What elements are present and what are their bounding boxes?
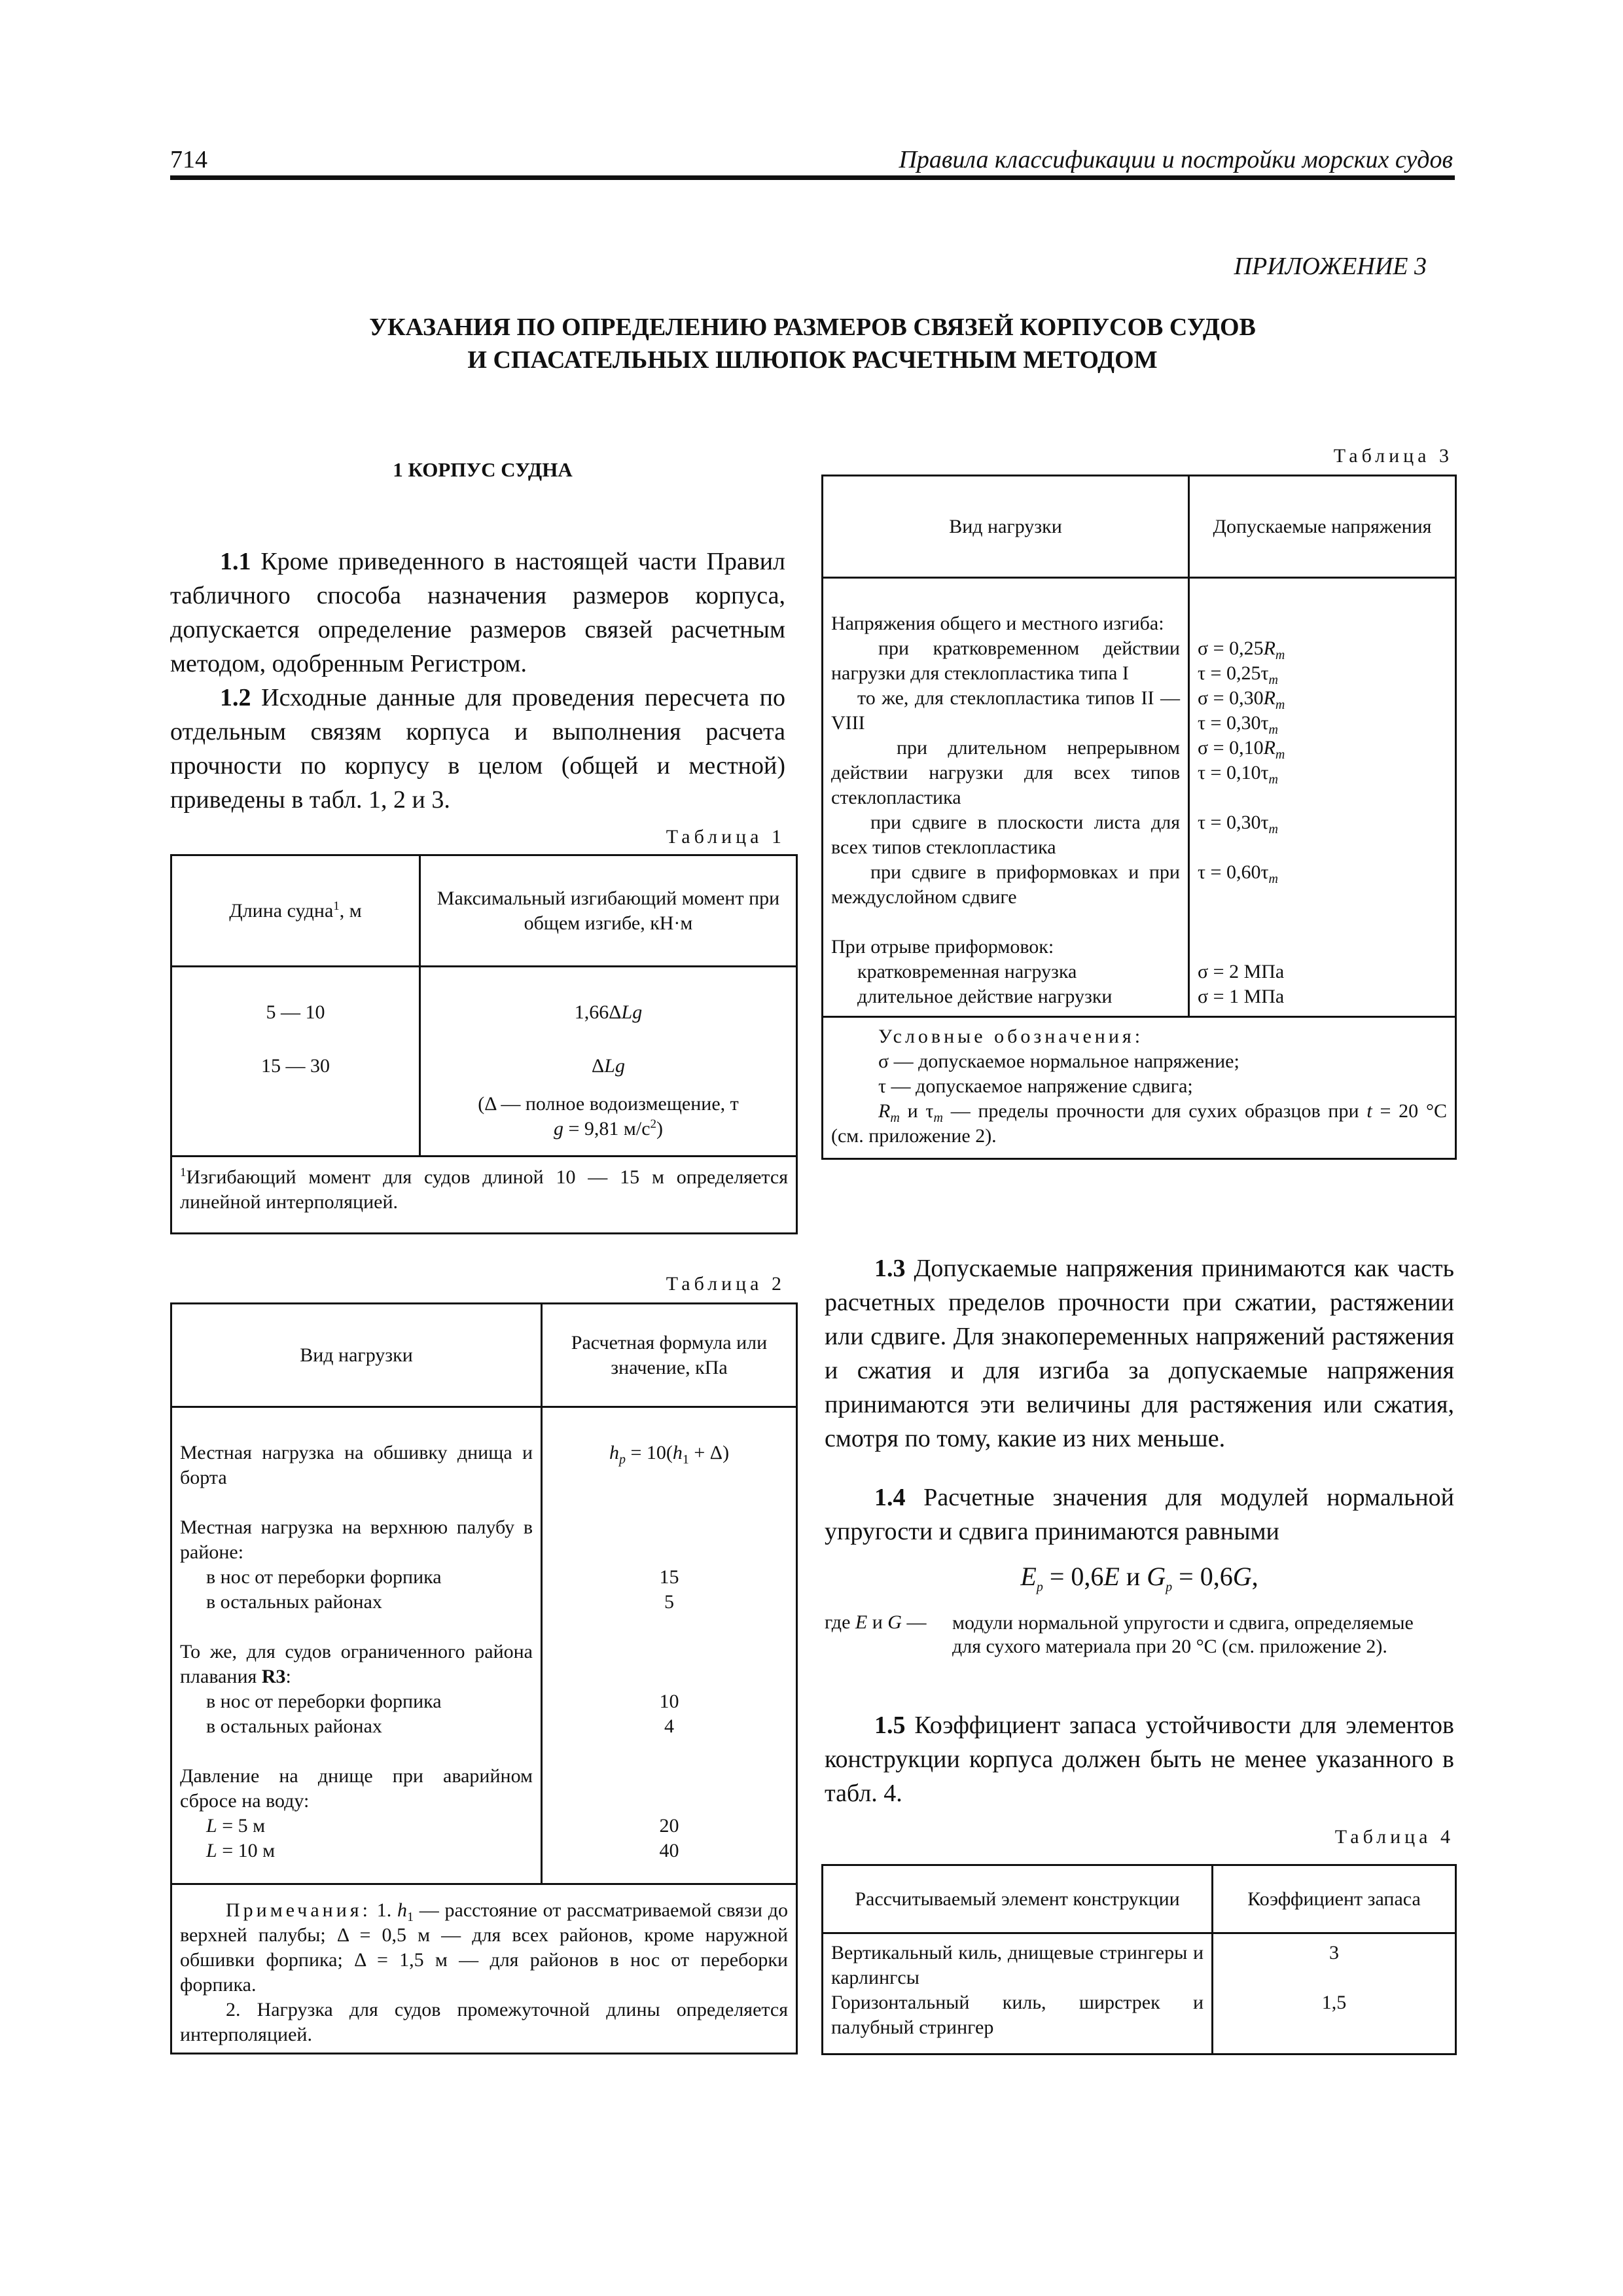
table-3-value: σ = 2 МПа (1198, 961, 1285, 982)
table-3-legend (823, 1017, 1456, 1159)
table-3-tear: При отрыве приформовок: (831, 936, 1054, 958)
table-3-value: $\sigma = 0,30R_m$ (1198, 687, 1285, 712)
table-3-case-3: при длительном непрерывном действии нагрузки для всех типов стеклопластика (831, 737, 1180, 808)
document-title-line-1: УКАЗАНИЯ ПО ОПРЕДЕЛЕНИЮ РАЗМЕРОВ СВЯЗЕЙ КОРПУСОВ СУДОВ (369, 314, 1256, 341)
table-1-lengths (171, 967, 420, 1157)
running-title: Правила классификации и постройки морских судов (899, 146, 1453, 173)
table-row-moment: ΔLg (592, 1055, 625, 1077)
formula-where-label: где E и G — (825, 1611, 927, 1633)
table-3-legend-3: $R_m$ и $\tau_m$ — пределы прочности для сухих образцов при t = 20 °C (см. приложение 2). (831, 1100, 1447, 1147)
paragraph-number: 1.3 (874, 1255, 906, 1282)
table-1-header-length: Длина судна$^1$, м (171, 855, 420, 967)
table-3-value: $\tau = 0,60\tau_m$ (1198, 861, 1278, 886)
table-2-header-formula: Расчетная формула или значение, кПа (542, 1304, 797, 1407)
table-4 (821, 1864, 1457, 2055)
paragraph-text: Расчетные значения для модулей нормальной упругости и сдвига принимаются равными (825, 1484, 1454, 1545)
table-row-moment: 1,66ΔLg (574, 1001, 643, 1023)
table-1-note-line-2: g = 9,81 $м/с^2$) (553, 1117, 664, 1139)
formula-where-text: модули нормальной упругости и сдвига, определяемые для сухого материала при 20 °C (см. приложение 2). (952, 1612, 1414, 1657)
table-3-case-2: то же, для стеклопластика типов II — VIII (831, 687, 1180, 734)
table-3 (821, 475, 1457, 1160)
table-2-notes (171, 1884, 797, 2054)
table-3-case-1: при кратковременном действии нагрузки для стеклопластика типа I (831, 637, 1180, 684)
table-2-row-4b: L = 10 м (206, 1840, 276, 1861)
table-3-value: $\sigma = 0,10R_m$ (1198, 737, 1285, 762)
table-3-tear-1: кратковременная нагрузка (857, 961, 1077, 982)
table-1-footnote: $^1$Изгибающий момент для судов длиной 10 — 15 м определяется линейной интерполяцией. (171, 1157, 797, 1234)
table-1-note-line-1: (Δ — полное водоизмещение, т (478, 1093, 739, 1115)
table-2-row-1-label: Местная нагрузка на обшивку днища и борта (180, 1442, 533, 1488)
table-2 (170, 1302, 798, 2054)
paragraph-1-5 (825, 1708, 1454, 1810)
table-3-general: Напряжения общего и местного изгиба: (831, 613, 1164, 634)
paragraph-number: 1.4 (874, 1484, 906, 1511)
table-2-row-4a-value: 20 (659, 1815, 679, 1837)
paragraph-1-1 (170, 545, 785, 681)
table-2-row-2a-value: 15 (659, 1566, 679, 1588)
table-2-row-2b: в остальных районах (206, 1591, 382, 1613)
table-3-legend-label: Условные обозначения: (878, 1026, 1144, 1047)
table-2-row-3b-value: 4 (664, 1715, 674, 1737)
table-4-coefficient-column (1213, 1933, 1456, 2054)
table-2-row-4b-value: 40 (659, 1840, 679, 1861)
table-4-header-coefficient: Коэффициент запаса (1213, 1865, 1456, 1933)
table-row-length: 5 — 10 (266, 1001, 325, 1023)
paragraph-text: Коэффициент запаса устойчивости для элементов конструкции корпуса должен быть не менее указанного в табл. 4. (825, 1712, 1454, 1807)
table-3-case-4: при сдвиге в плоскости листа для всех типов стеклопластика (831, 812, 1180, 858)
table-3-caption: Таблица 3 (1333, 445, 1453, 467)
table-1-moments (420, 967, 797, 1157)
table-row: Вертикальный киль, днищевые стрингеры и карлингсы (831, 1942, 1204, 1988)
paragraph-number: 1.5 (874, 1712, 906, 1739)
table-1 (170, 854, 798, 1234)
table-row: Горизонтальный киль, ширстрек и палубный стрингер (831, 1992, 1204, 2038)
table-2-note-1: Примечания: 1. $h_1$ — расстояние от рассматриваемой связи до верхней палубы; Δ = 0,5 м — для всех районов, кроме наружной обшивки форпика; Δ = 1,5 м — для районов в нос от переборки форпика. (180, 1899, 788, 1996)
paragraph-number: 1.1 (220, 548, 251, 575)
elasticity-formula: $E_p = 0,6E$ и $G_p = 0,6G$, (1020, 1562, 1258, 1594)
table-2-row-3-label: То же, для судов ограниченного района плавания R3: (180, 1641, 533, 1687)
table-row-length: 15 — 30 (261, 1055, 330, 1077)
table-4-caption: Таблица 4 (1334, 1826, 1454, 1848)
table-3-stress-column (1189, 578, 1456, 1017)
table-2-row-4a: L = 5 м (206, 1815, 266, 1837)
table-3-value: $\sigma = 0,25R_m$ (1198, 637, 1285, 662)
table-3-value: $\tau = 0,30\tau_m$ (1198, 712, 1278, 737)
paragraph-text: Допускаемые напряжения принимаются как часть расчетных пределов прочности при сжатии, растяжении или сдвиге. Для знакопеременных напряжений растяжения и сжатия и для изгиба за допускаемые напряжения принимаются эти величины для растяжения или сжатия, смотря по тому, какие из них меньше. (825, 1255, 1454, 1452)
table-2-row-3a-value: 10 (659, 1691, 679, 1712)
table-3-header-load: Вид нагрузки (823, 476, 1189, 578)
table-3-value: $\tau = 0,10\tau_m$ (1198, 762, 1278, 787)
table-3-value: $\tau = 0,30\tau_m$ (1198, 812, 1278, 836)
table-3-legend-1: σ — допускаемое нормальное напряжение; (878, 1050, 1240, 1072)
appendix-label: ПРИЛОЖЕНИЕ 3 (1234, 253, 1427, 280)
table-2-note-2: 2. Нагрузка для судов промежуточной длины определяется интерполяцией. (180, 1999, 788, 2045)
page-number: 714 (170, 146, 207, 173)
table-2-load-column (171, 1407, 542, 1884)
table-3-tear-2: длительное действие нагрузки (857, 986, 1113, 1007)
paragraph-text: Исходные данные для проведения пересчета по отдельным связям корпуса и выполнения расчета прочности по корпусу в целом (общей и местной) приведены в табл. 1, 2 и 3. (170, 684, 785, 814)
table-4-header-element: Рассчитываемый элемент конструкции (823, 1865, 1213, 1933)
paragraph-1-3 (825, 1251, 1454, 1456)
document-title (170, 311, 1455, 376)
table-2-row-2a: в нос от переборки форпика (206, 1566, 442, 1588)
section-heading: 1 КОРПУС СУДНА (393, 458, 573, 481)
table-2-caption: Таблица 2 (666, 1273, 785, 1295)
table-3-case-5: при сдвиге в приформовках и при междуслойном сдвиге (831, 861, 1180, 908)
header-rule (170, 175, 1455, 180)
table-row-value: 3 (1329, 1942, 1339, 1964)
table-3-value: σ = 1 МПа (1198, 986, 1285, 1007)
table-4-element-column (823, 1933, 1213, 2054)
paragraph-1-2 (170, 681, 785, 817)
table-3-load-column (823, 578, 1189, 1017)
table-2-row-2-label: Местная нагрузка на верхнюю палубу в районе: (180, 1516, 533, 1563)
paragraph-1-4 (825, 1480, 1454, 1549)
paragraph-number: 1.2 (220, 684, 251, 711)
table-3-header-stress: Допускаемые напряжения (1189, 476, 1456, 578)
document-title-line-2: И СПАСАТЕЛЬНЫХ ШЛЮПОК РАСЧЕТНЫМ МЕТОДОМ (467, 346, 1158, 374)
table-3-legend-2: τ — допускаемое напряжение сдвига; (878, 1075, 1193, 1097)
table-2-header-load: Вид нагрузки (171, 1304, 542, 1407)
table-2-row-2b-value: 5 (664, 1591, 674, 1613)
table-2-row-1-formula: $h_p = 10(h_1 + \Delta)$ (609, 1442, 730, 1467)
table-2-value-column (542, 1407, 797, 1884)
table-3-value: $\tau = 0,25\tau_m$ (1198, 662, 1278, 687)
table-row-value: 1,5 (1321, 1992, 1347, 2013)
table-1-caption: Таблица 1 (666, 826, 785, 848)
table-1-header-moment: Максимальный изгибающий момент при общем изгибе, кН·м (420, 855, 797, 967)
paragraph-text: Кроме приведенного в настоящей части Правил табличного способа назначения размеров корпуса, допускается определение размеров связей расчетным методом, одобренным Регистром. (170, 548, 785, 677)
table-2-row-3b: в остальных районах (206, 1715, 382, 1737)
table-2-row-3a: в нос от переборки форпика (206, 1691, 442, 1712)
table-2-row-4-label: Давление на днище при аварийном сбросе на воду: (180, 1765, 533, 1812)
